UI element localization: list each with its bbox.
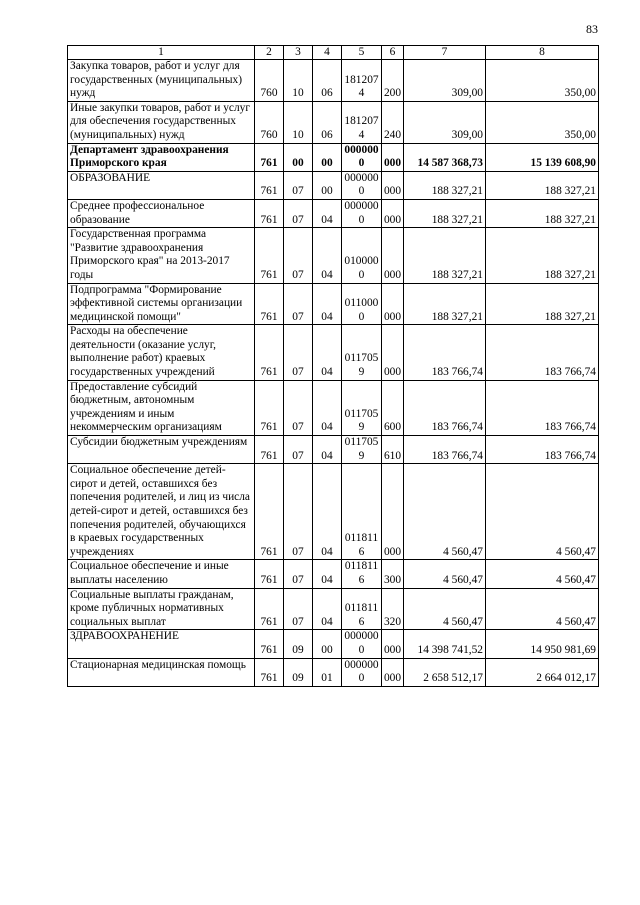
cell-amount-col7: 183 766,74 <box>404 436 486 464</box>
cell-code-admin: 761 <box>255 436 284 464</box>
header-col-7: 7 <box>404 46 486 60</box>
table-row <box>68 60 599 102</box>
cell-section: 07 <box>284 588 313 630</box>
cell-expense-type: 000 <box>382 325 404 380</box>
cell-name: Социальное обеспечение и иные выплаты населению <box>68 560 255 588</box>
cell-expense-type: 300 <box>382 560 404 588</box>
cell-subsection: 04 <box>313 436 342 464</box>
cell-section: 07 <box>284 325 313 380</box>
cell-section: 07 <box>284 228 313 283</box>
cell-amount-col8: 188 327,21 <box>486 171 599 199</box>
cell-subsection: 04 <box>313 228 342 283</box>
cell-section: 07 <box>284 199 313 227</box>
cell-expense-type: 000 <box>382 658 404 686</box>
cell-subsection: 06 <box>313 101 342 143</box>
cell-amount-col7: 14 587 368,73 <box>404 143 486 171</box>
table-row <box>68 380 599 435</box>
cell-name: ОБРАЗОВАНИЕ <box>68 171 255 199</box>
cell-amount-col7: 4 560,47 <box>404 560 486 588</box>
cell-subsection: 04 <box>313 325 342 380</box>
cell-target-item: 0118116 <box>342 588 382 630</box>
cell-amount-col8: 183 766,74 <box>486 436 599 464</box>
cell-name: Расходы на обеспечение деятельности (оказание услуг, выполнение работ) краевых государственных учреждений <box>68 325 255 380</box>
cell-target-item: 0118116 <box>342 464 382 560</box>
cell-code-admin: 761 <box>255 588 284 630</box>
cell-expense-type: 320 <box>382 588 404 630</box>
cell-expense-type: 610 <box>382 436 404 464</box>
cell-name: Социальные выплаты гражданам, кроме публичных нормативных социальных выплат <box>68 588 255 630</box>
cell-target-item: 0000000 <box>342 199 382 227</box>
cell-amount-col8: 4 560,47 <box>486 464 599 560</box>
cell-section: 00 <box>284 143 313 171</box>
cell-amount-col8: 4 560,47 <box>486 588 599 630</box>
cell-subsection: 00 <box>313 143 342 171</box>
cell-name: Иные закупки товаров, работ и услуг для обеспечения государственных (муниципальных) нужд <box>68 101 255 143</box>
cell-name: Государственная программа "Развитие здравоохранения Приморского края" на 2013-2017 годы <box>68 228 255 283</box>
cell-section: 10 <box>284 101 313 143</box>
table-row <box>68 658 599 686</box>
table-row <box>68 171 599 199</box>
cell-code-admin: 761 <box>255 228 284 283</box>
table-row <box>68 325 599 380</box>
cell-expense-type: 000 <box>382 630 404 658</box>
cell-amount-col8: 2 664 012,17 <box>486 658 599 686</box>
cell-target-item: 0118116 <box>342 560 382 588</box>
cell-amount-col8: 188 327,21 <box>486 228 599 283</box>
table-row <box>68 630 599 658</box>
cell-amount-col8: 350,00 <box>486 101 599 143</box>
header-col-8: 8 <box>486 46 599 60</box>
cell-subsection: 04 <box>313 283 342 325</box>
cell-amount-col7: 188 327,21 <box>404 199 486 227</box>
cell-amount-col7: 4 560,47 <box>404 588 486 630</box>
cell-section: 07 <box>284 464 313 560</box>
cell-code-admin: 761 <box>255 658 284 686</box>
cell-amount-col8: 14 950 981,69 <box>486 630 599 658</box>
cell-name: Среднее профессиональное образование <box>68 199 255 227</box>
page-number: 83 <box>586 22 598 36</box>
cell-subsection: 00 <box>313 630 342 658</box>
cell-section: 07 <box>284 380 313 435</box>
cell-subsection: 04 <box>313 380 342 435</box>
cell-target-item: 0117059 <box>342 436 382 464</box>
cell-amount-col7: 4 560,47 <box>404 464 486 560</box>
cell-target-item: 0000000 <box>342 171 382 199</box>
cell-subsection: 04 <box>313 199 342 227</box>
table-row <box>68 143 599 171</box>
cell-subsection: 00 <box>313 171 342 199</box>
cell-code-admin: 761 <box>255 199 284 227</box>
cell-section: 07 <box>284 283 313 325</box>
cell-name: Закупка товаров, работ и услуг для государственных (муниципальных) нужд <box>68 60 255 102</box>
cell-subsection: 04 <box>313 588 342 630</box>
cell-expense-type: 200 <box>382 60 404 102</box>
cell-target-item: 0000000 <box>342 658 382 686</box>
cell-amount-col7: 188 327,21 <box>404 283 486 325</box>
cell-target-item: 1812074 <box>342 101 382 143</box>
cell-expense-type: 000 <box>382 199 404 227</box>
budget-table <box>67 45 599 687</box>
cell-expense-type: 240 <box>382 101 404 143</box>
table-row <box>68 228 599 283</box>
cell-subsection: 04 <box>313 560 342 588</box>
cell-name: Социальное обеспечение детей-сирот и детей, оставшихся без попечения родителей, и лиц из числа детей-сирот и детей, оставшихся без попечения родителей, обучающихся в краевых государственных учреждениях <box>68 464 255 560</box>
cell-section: 07 <box>284 436 313 464</box>
table-row <box>68 283 599 325</box>
cell-code-admin: 761 <box>255 560 284 588</box>
cell-amount-col7: 183 766,74 <box>404 325 486 380</box>
header-col-2: 2 <box>255 46 284 60</box>
cell-code-admin: 760 <box>255 60 284 102</box>
cell-name: Предоставление субсидий бюджетным, автономным учреждениям и иным некоммерческим организациям <box>68 380 255 435</box>
cell-target-item: 0100000 <box>342 228 382 283</box>
cell-target-item: 1812074 <box>342 60 382 102</box>
cell-code-admin: 761 <box>255 283 284 325</box>
table-row <box>68 588 599 630</box>
cell-subsection: 01 <box>313 658 342 686</box>
cell-expense-type: 000 <box>382 171 404 199</box>
cell-subsection: 06 <box>313 60 342 102</box>
cell-subsection: 04 <box>313 464 342 560</box>
cell-amount-col8: 350,00 <box>486 60 599 102</box>
header-col-1: 1 <box>68 46 255 60</box>
cell-code-admin: 761 <box>255 630 284 658</box>
header-col-5: 5 <box>342 46 382 60</box>
cell-target-item: 0117059 <box>342 380 382 435</box>
cell-amount-col7: 309,00 <box>404 60 486 102</box>
cell-target-item: 0000000 <box>342 630 382 658</box>
table-row <box>68 101 599 143</box>
cell-amount-col8: 188 327,21 <box>486 199 599 227</box>
cell-amount-col8: 183 766,74 <box>486 380 599 435</box>
header-col-3: 3 <box>284 46 313 60</box>
table-row <box>68 560 599 588</box>
header-col-4: 4 <box>313 46 342 60</box>
cell-code-admin: 761 <box>255 464 284 560</box>
cell-target-item: 0000000 <box>342 143 382 171</box>
table-body <box>68 60 599 687</box>
cell-code-admin: 761 <box>255 143 284 171</box>
cell-expense-type: 000 <box>382 228 404 283</box>
cell-name: ЗДРАВООХРАНЕНИЕ <box>68 630 255 658</box>
cell-name: Подпрограмма "Формирование эффективной системы организации медицинской помощи" <box>68 283 255 325</box>
cell-expense-type: 600 <box>382 380 404 435</box>
cell-amount-col7: 14 398 741,52 <box>404 630 486 658</box>
cell-code-admin: 761 <box>255 380 284 435</box>
cell-amount-col7: 2 658 512,17 <box>404 658 486 686</box>
cell-section: 07 <box>284 560 313 588</box>
cell-name: Субсидии бюджетным учреждениям <box>68 436 255 464</box>
table-row <box>68 199 599 227</box>
cell-amount-col7: 309,00 <box>404 101 486 143</box>
cell-expense-type: 000 <box>382 464 404 560</box>
cell-section: 07 <box>284 171 313 199</box>
cell-expense-type: 000 <box>382 283 404 325</box>
cell-name: Стационарная медицинская помощь <box>68 658 255 686</box>
cell-code-admin: 760 <box>255 101 284 143</box>
cell-amount-col7: 188 327,21 <box>404 171 486 199</box>
table-row <box>68 436 599 464</box>
cell-amount-col7: 183 766,74 <box>404 380 486 435</box>
header-col-6: 6 <box>382 46 404 60</box>
cell-amount-col8: 183 766,74 <box>486 325 599 380</box>
header-row <box>68 46 599 60</box>
cell-code-admin: 761 <box>255 171 284 199</box>
cell-amount-col8: 188 327,21 <box>486 283 599 325</box>
cell-target-item: 0110000 <box>342 283 382 325</box>
cell-section: 09 <box>284 630 313 658</box>
cell-amount-col8: 15 139 608,90 <box>486 143 599 171</box>
cell-code-admin: 761 <box>255 325 284 380</box>
cell-amount-col8: 4 560,47 <box>486 560 599 588</box>
cell-name: Департамент здравоохранения Приморского края <box>68 143 255 171</box>
cell-section: 10 <box>284 60 313 102</box>
cell-target-item: 0117059 <box>342 325 382 380</box>
cell-section: 09 <box>284 658 313 686</box>
cell-amount-col7: 188 327,21 <box>404 228 486 283</box>
cell-expense-type: 000 <box>382 143 404 171</box>
table-row <box>68 464 599 560</box>
